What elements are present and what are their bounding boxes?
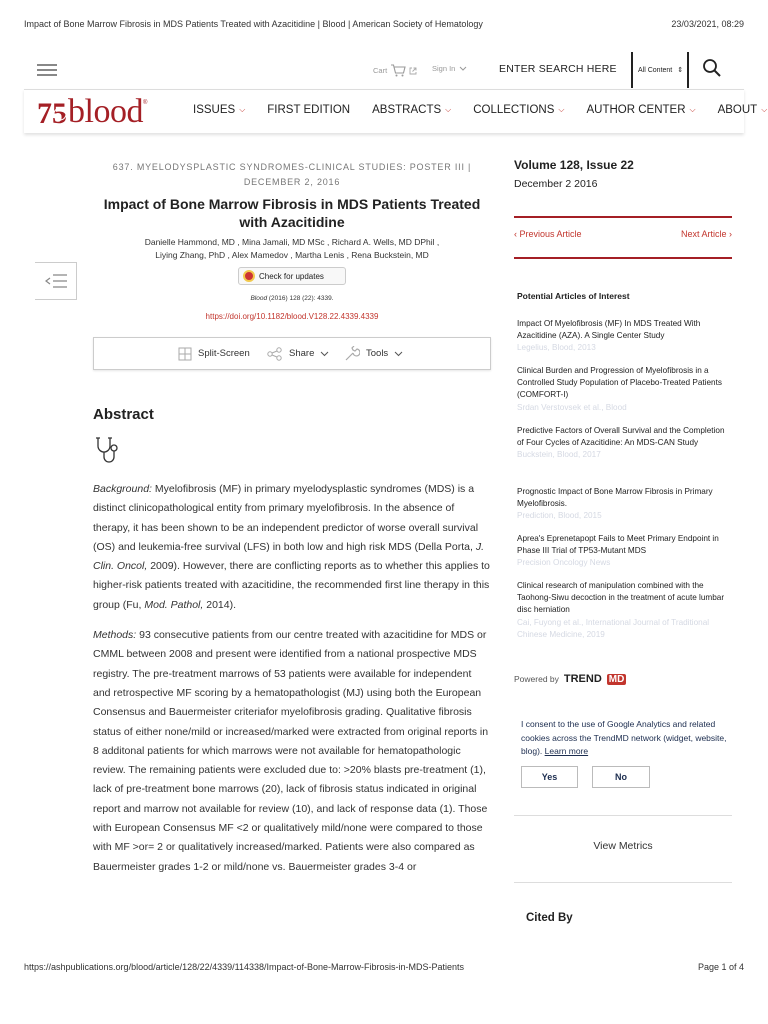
doi-link[interactable]: https://doi.org/10.1182/blood.V128.22.4339.4339 (205, 312, 379, 321)
nav-item-first-edition[interactable] (267, 104, 350, 116)
analytics-consent (521, 718, 731, 759)
nav-item-author-center[interactable] (586, 104, 695, 116)
nav-item-label: ABOUT (717, 104, 758, 116)
sign-in-label: Sign In (432, 64, 456, 73)
chevron-down-icon: ⌵ (445, 105, 452, 114)
cart-label: Cart (373, 66, 388, 75)
view-metrics-link[interactable]: View Metrics (593, 840, 653, 852)
divider (514, 882, 732, 883)
chevron-down-icon: ⌵ (761, 105, 768, 114)
chevron-down-icon (394, 351, 403, 357)
chevron-right-icon: › (726, 229, 732, 239)
issue-date: December 2 2016 (514, 178, 598, 190)
poi-source: Buckstein, Blood, 2017 (517, 450, 601, 460)
chevron-left-icon: ‹ (514, 229, 520, 239)
divider (514, 815, 732, 816)
poi-source: Legelius, Blood, 2013 (517, 343, 596, 353)
share-button[interactable] (267, 347, 329, 361)
search-scope-select[interactable] (631, 52, 689, 88)
background-text-1: Myelofibrosis (MF) in primary myelodysplastic syndromes (MDS) is a distinct clinicopathological entity from primary myelofibrosis. In the absence of therapy, it has been shown to be an independent predictor of worse overall survival (OS) and leukemia-free survival (LFS) in both low and high risk MDS (Della Porta, (93, 483, 479, 553)
poi-title[interactable]: Predictive Factors of Overall Survival and the Completion of Four Cycles of Azacitidine: An MDS-CAN Study (517, 426, 725, 448)
print-header-title: Impact of Bone Marrow Fibrosis in MDS Patients Treated with Azacitidine | Blood | American Society of Hematology (24, 19, 483, 29)
seventy-five-emblem-icon (36, 96, 70, 128)
methods-label: Methods: (93, 629, 137, 642)
list-item[interactable] (517, 365, 731, 414)
md-logo-badge: MD (608, 673, 625, 685)
authors-line-2[interactable]: Liying Zhang, PhD , Alex Mamedov , Martha Lenis , Rena Buckstein, MD (155, 250, 429, 260)
svg-text:75: 75 (37, 97, 67, 128)
article-toolbar (93, 337, 491, 370)
consent-text: I consent to the use of Google Analytics and related cookies across the TrendMD network (widget, website, blog). (521, 719, 727, 756)
print-footer-url: https://ashpublications.org/blood/article/128/22/4339/114338/Impact-of-Bone-Marrow-Fibrosis-in-MDS-Patients (24, 962, 465, 972)
background-label: Background: (93, 483, 152, 495)
print-footer (24, 962, 744, 976)
powered-by-trendmd[interactable] (514, 673, 626, 685)
cart-link[interactable] (373, 64, 417, 77)
poi-title[interactable]: Aprea's Eprenetapopt Fails to Meet Primary Endpoint in Phase III Trial of TP53-Mutant MDS (517, 534, 719, 556)
consent-no-button[interactable]: No (592, 766, 650, 788)
volume-issue-link[interactable]: Volume 128, Issue 22 (514, 158, 634, 172)
check-for-updates-button[interactable] (238, 267, 346, 285)
background-text-3: 2014). (203, 598, 237, 611)
poi-title[interactable]: Clinical research of manipulation combined with the Taohong-Siwu decoction in the treatment of acute lumbar disc herniation (517, 581, 725, 615)
nav-item-label: ISSUES (193, 104, 236, 116)
registered-mark-icon: ® (142, 100, 148, 106)
chevron-down-icon (320, 351, 329, 357)
select-arrows-icon: ⇕ (677, 67, 684, 74)
learn-more-link[interactable]: Learn more (544, 746, 589, 756)
logo-text: blood (68, 93, 143, 130)
share-label: Share (289, 348, 315, 359)
list-item[interactable] (517, 486, 731, 523)
print-header (24, 19, 744, 33)
nav-item-about[interactable] (718, 104, 768, 116)
poi-title[interactable]: Prognostic Impact of Bone Marrow Fibrosis in Primary Myelofibrosis. (517, 487, 713, 509)
crossmark-icon (243, 270, 255, 282)
search-input[interactable]: ENTER SEARCH HERE (499, 63, 617, 75)
sign-in-link[interactable] (432, 64, 467, 73)
cart-icon (390, 64, 406, 77)
previous-article-label: Previous Article (519, 229, 582, 239)
citation-journal: Blood (250, 295, 268, 302)
print-header-datetime: 23/03/2021, 08:29 (671, 19, 744, 29)
nav-menu (193, 104, 768, 116)
chevron-down-icon: ⌵ (558, 105, 565, 114)
abstract-background (93, 480, 491, 615)
tools-label: Tools (366, 348, 389, 359)
tools-button[interactable] (344, 346, 403, 362)
chevron-down-icon: ⌵ (239, 105, 246, 114)
previous-article-link[interactable] (514, 229, 582, 239)
outline-list-icon (44, 273, 68, 289)
blood-logo[interactable] (36, 94, 147, 130)
potential-articles-heading: Potential Articles of Interest (517, 291, 630, 301)
article-pager (514, 229, 732, 239)
nav-item-collections[interactable] (473, 104, 564, 116)
divider (514, 216, 732, 218)
poi-title[interactable]: Clinical Burden and Progression of Myelofibrosis in a Controlled Study Population of Placebo-Treated Patients (COMFORT-I) (517, 366, 722, 400)
nav-item-label: FIRST EDITION (267, 104, 351, 116)
poi-source: Srdan Verstovsek et al., Blood (517, 402, 627, 412)
list-item[interactable] (517, 425, 731, 462)
list-item[interactable] (517, 318, 731, 355)
list-item[interactable] (517, 533, 731, 570)
print-footer-page: Page 1 of 4 (697, 962, 744, 972)
article-meta (94, 160, 490, 190)
hamburger-menu-icon[interactable] (37, 64, 57, 76)
top-utility-bar (24, 52, 744, 88)
background-journal-2: Mod. Pathol, (144, 598, 204, 611)
background-journal-1: J. Clin. Oncol, (93, 540, 484, 573)
citation (94, 295, 490, 302)
abstract-body (93, 480, 491, 888)
split-screen-button[interactable] (178, 347, 250, 361)
share-icon (267, 347, 283, 361)
author-list (94, 236, 490, 262)
nav-item-issues[interactable] (193, 104, 245, 116)
methods-text: 93 consecutive patients from our centre treated with azacitidine for MDS or CMML between 2008 and present were identified from a national prospective MDS registry. The pre-treatment marrows of 53 patients were available for independent and retrospective MF scoring by a hematopathologist (MJ) using both the European Consensus and Bauermeister criteriafor myelofibrosis grading. Qualitative fibrosis status of either none/mild or increased/marked were extracted from original reports in 8 additonal patients for which marrows were not available for hematopathologic review. The remaining patients were excluded due to: >20% blasts pre-treatment (1), lack of pre-treatment bone marrows (20), lack of fibrosis status indicated in original report and marrow not available for review (10), and lack of response data (1). Those with European Consensus MF <2 or qualitatively mild/none were compared to those with MF >or= 2 or qualitatively increased/marked. Patients were also compared as Bauermeister grades 1-2 or mild/none vs. Bauermeister grades 3-4 or (93, 629, 489, 873)
split-screen-label: Split-Screen (198, 348, 250, 359)
nav-item-label: ABSTRACTS (372, 104, 442, 116)
main-navigation (24, 89, 768, 133)
article-title: Impact of Bone Marrow Fibrosis in MDS Patients Treated with Azacitidine (103, 196, 481, 230)
abstract-methods (93, 626, 491, 877)
search-icon[interactable] (702, 58, 722, 80)
next-article-link[interactable] (681, 229, 732, 239)
nav-item-label: COLLECTIONS (473, 104, 555, 116)
poi-title[interactable]: Impact Of Myelofibrosis (MF) In MDS Treated With Azacitidine (AZA). A Single Center Study (517, 319, 701, 341)
background-text-2: 2009). However, there are conflicting reports as to whether this applies to higher-risk patients treated with azacitidine, the recommended first line therapy in this group (Fu, (93, 560, 490, 611)
trend-logo-text: TREND (563, 673, 602, 685)
cited-by-heading: Cited By (526, 912, 573, 924)
next-article-label: Next Article (680, 229, 727, 239)
split-screen-icon (178, 347, 192, 361)
poi-source: Precision Oncology News (517, 558, 611, 568)
check-for-updates-label: Check for updates (259, 271, 324, 281)
citation-details: (2016) 128 (22): 4339. (267, 295, 334, 302)
nav-item-label: AUTHOR CENTER (586, 104, 686, 116)
abstract-heading: Abstract (93, 406, 154, 423)
powered-by-label: Powered by (514, 674, 559, 684)
wrench-icon (344, 346, 360, 362)
article-date: DECEMBER 2, 2016 (243, 177, 341, 187)
poi-source: Cai, Fuyong et al., International Journal of Traditional Chinese Medicine, 2019 (517, 617, 710, 639)
article-section[interactable]: 637. MYELODYSPLASTIC SYNDROMES-CLINICAL STUDIES: POSTER III | (112, 162, 472, 172)
chevron-down-icon: ⌵ (689, 105, 696, 114)
poi-source: Prediction, Blood, 2015 (517, 511, 602, 521)
stethoscope-icon (94, 436, 122, 466)
consent-yes-button[interactable]: Yes (521, 766, 578, 788)
chevron-down-icon (459, 66, 467, 71)
external-link-icon (409, 67, 417, 75)
divider (514, 257, 732, 259)
list-item[interactable] (517, 580, 731, 641)
outline-toggle-button[interactable] (35, 262, 77, 300)
nav-item-abstracts[interactable] (372, 104, 451, 116)
authors-line-1[interactable]: Danielle Hammond, MD , Mina Jamali, MD MSc , Richard A. Wells, MD DPhil , (144, 237, 440, 247)
search-scope-value: All Content (638, 66, 673, 74)
